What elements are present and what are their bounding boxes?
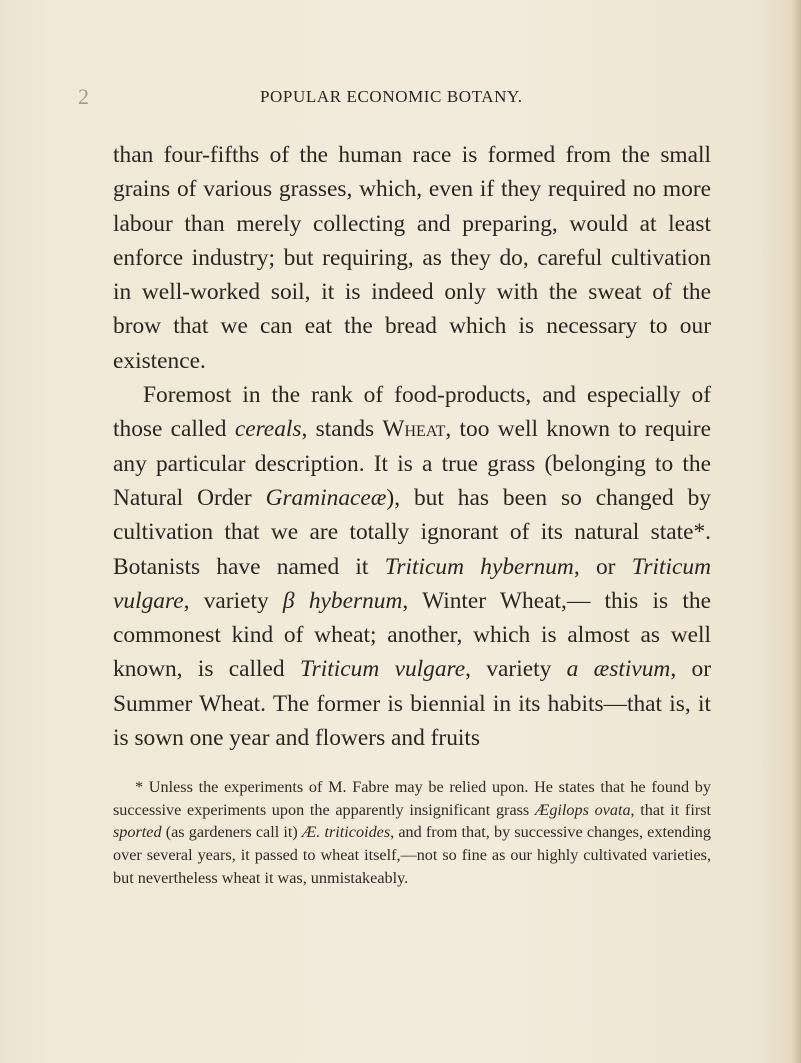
text-run: * Unless the experiments of M. Fabre may be relied upon. He states that he found by successive experiments upon the apparently insignificant grass xyxy=(113,778,711,819)
text-run: , Winter Wheat,— this is the commonest kind of wheat; another, which is almost as well known, is called xyxy=(113,587,711,683)
term-triticum-vulgare: Triticum vulgare xyxy=(299,656,466,683)
term-triticum-vulgare: Triticum vulgare xyxy=(113,553,711,614)
term-wheat: Wheat xyxy=(382,416,446,443)
term-ae-triticoides: Æ. triticoides xyxy=(301,823,391,842)
term-sported: sported xyxy=(113,823,162,842)
footnote xyxy=(113,776,711,890)
term-cereals: cereals xyxy=(234,416,302,443)
paragraph-2 xyxy=(113,378,711,755)
term-graminaceae: Graminaceæ xyxy=(265,484,387,511)
footnote-paragraph xyxy=(113,776,711,890)
term-aegilops-ovata: Ægilops ovata xyxy=(534,800,631,819)
text-run: ), but has been so changed by cultivation that we are totally ignorant of its natural state*. Botanists have named it xyxy=(113,484,711,580)
text-run: , too well known to require any particular description. It is a true grass (belonging to the Natural Order xyxy=(113,416,711,511)
page-edge-shadow xyxy=(791,0,801,1063)
running-head: POPULAR ECONOMIC BOTANY. xyxy=(260,87,523,106)
body-text xyxy=(113,138,711,755)
term-triticum-hybernum: Triticum hybernum xyxy=(384,553,574,580)
page-number: 2 xyxy=(78,84,89,109)
text-run: , and from that, by successive changes, extending over several years, it passed to wheat itself,—not so fine as our highly cultivated varieties, but nevertheless wheat it was, unmistakeably. xyxy=(113,823,711,887)
term-alpha-aestivum: a æstivum xyxy=(566,656,671,683)
paragraph-1: than four-fifths of the human race is formed from the small grains of various grasses, which, even if they required no more labour than merely collecting and preparing, would at least enforce industry; but requiring, as they do, careful cultivation in well-worked soil, it is indeed only with the sweat of the brow that we can eat the bread which is necessary to our existence. xyxy=(113,142,711,374)
term-beta-hybernum: β hybernum xyxy=(282,587,403,614)
text-run: , that it first xyxy=(630,800,712,819)
page-header xyxy=(78,84,718,108)
text-run: , or xyxy=(573,553,632,580)
text-run: , variety xyxy=(465,656,567,683)
text-run: , variety xyxy=(183,587,283,614)
text-run: Foremost in the rank of food-products, and especially of those called xyxy=(113,382,711,443)
text-run: , or Summer Wheat. The former is biennial in its habits—that is, it is sown one year and flowers and fruits xyxy=(113,656,711,752)
text-run: (as gardeners call it) xyxy=(161,823,302,842)
text-run: , stands xyxy=(301,416,383,443)
